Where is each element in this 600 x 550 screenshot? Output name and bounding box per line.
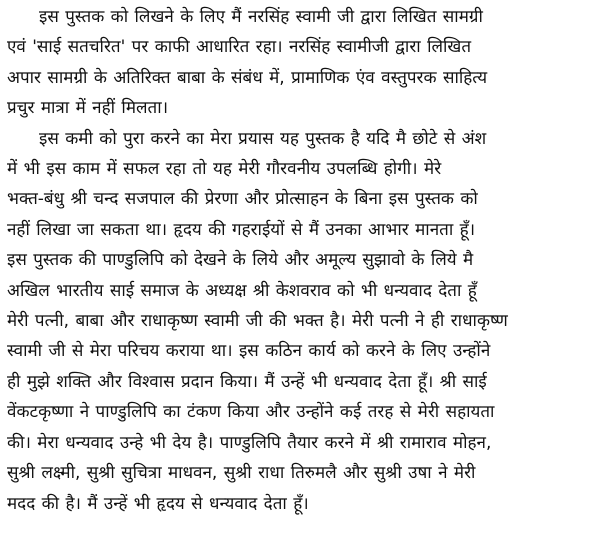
text-line: की। मेरा धन्यवाद उन्हे भी देय है। पाण्डुलिपि तैयार करने में श्री रामाराव मोहन, xyxy=(7,432,492,453)
text-line: प्रचुर मात्रा में नहीं मिलता। xyxy=(7,98,169,119)
text-line: अपार सामग्री के अतिरिक्त बाबा के संबंध में, प्रामाणिक एंव वस्तुपरक साहित्य xyxy=(7,67,488,88)
text-line: इस पुस्तक को लिखने के लिए मैं नरसिंह स्वामी जी द्वारा लिखित सामग्री xyxy=(39,7,483,27)
text-line: नहीं लिखा जा सकता था। हृदय की गहराईयों से मैं उनका आभार मानता हूँ। xyxy=(7,219,476,240)
text-line: इस कमी को पुरा करने का मेरा प्रयास यह पुस्तक है यदि मै छोटे से अंश xyxy=(39,128,487,149)
text-line: स्वामी जी से मेरा परिचय कराया था। इस कठिन कार्य को करने के लिए उन्होंने xyxy=(7,341,491,362)
text-line: सुश्री लक्ष्मी, सुश्री सुचित्रा माधवन, सुश्री राधा तिरुमलै और सुश्री उषा ने मेरी xyxy=(7,463,476,484)
text-line: अखिल भारतीय साई समाज के अध्यक्ष श्री केशवराव को भी धन्यवाद देता हूँ xyxy=(7,280,477,301)
text-line: मदद की है। मैं उन्हें भी हृदय से धन्यवाद देता हूँ। xyxy=(7,493,309,514)
text-line: ही मुझे शक्ति और विश्वास प्रदान किया। मैं उन्हें भी धन्यवाद देता हूँ। श्री साई xyxy=(7,371,487,392)
text-line: इस पुस्तक की पाण्डुलिपि को देखने के लिये और अमूल्य सुझावो के लिये मै xyxy=(7,250,474,271)
text-line: भक्त-बंधु श्री चन्द सजपाल की प्रेरणा और प्रोत्साहन के बिना इस पुस्तक को xyxy=(7,189,478,210)
text-line: मेरी पत्नी, बाबा और राधाकृष्ण स्वामी जी की भक्त है। मेरी पत्नी ने ही राधाकृष्ण xyxy=(7,311,508,332)
text-line: वेंकटकृष्णा ने पाण्डुलिपि का टंकण किया और उन्होंने कई तरह से मेरी सहायता xyxy=(7,402,495,423)
paragraph-2 xyxy=(7,124,592,519)
text-line: एवं 'साई सतचरित' पर काफी आधारित रहा। नरसिंह स्वामीजी द्वारा लिखित xyxy=(7,37,472,58)
paragraph-1 xyxy=(7,2,592,124)
text-line: में भी इस काम में सफल रहा तो यह मेरी गौरवनीय उपलब्धि होगी। मेरे xyxy=(7,159,442,180)
